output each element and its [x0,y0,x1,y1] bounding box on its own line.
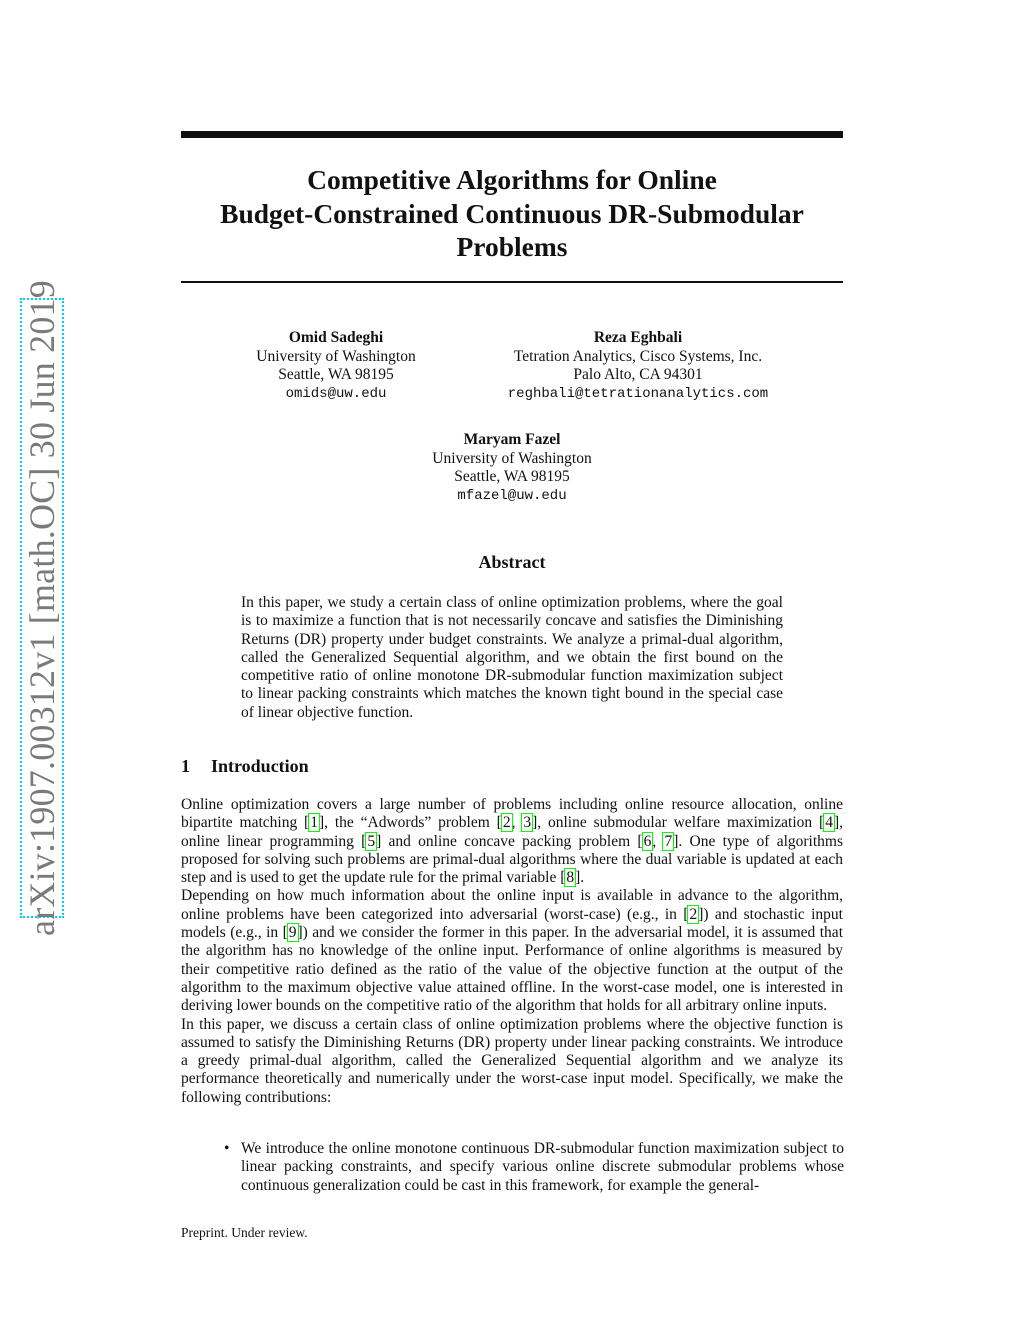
text-run: ], the “Adwords” problem [ [318,814,502,832]
title-rule-bottom [181,281,843,283]
citation-link[interactable]: 6 [643,832,652,850]
intro-paragraph-1 [181,796,843,887]
text-run: ]. [575,869,585,887]
introduction-body [181,796,843,1107]
text-run: , [511,814,523,832]
author-block-3 [412,431,612,505]
section-heading-introduction [181,756,309,777]
arxiv-identifier[interactable]: arXiv:1907.00312v1 [math.OC] 30 Jun 2019 [22,280,62,936]
author-email: reghbali@tetrationanalytics.com [507,385,769,402]
footer-note: Preprint. Under review. [181,1225,308,1240]
paper-title [181,163,843,264]
author-block-1 [236,329,436,403]
text-run: ], online submodular welfare maximization [ [532,814,825,832]
author-location: Seattle, WA 98195 [454,468,570,485]
text-run: ]) and stochastic input models (e.g., in [ [181,905,843,942]
bullet-icon: • [224,1140,230,1157]
bullet-text: We introduce the online monotone continuous DR-submodular function maximization subject to linear packing constraints, and specify various online discrete submodular problems whose continuous generalization could be cast in this framework, for example the general- [241,1140,844,1194]
text-run: ]. One type of algorithms proposed for solving such problems are primal-dual algorithms where the dual variable is updated at each step and is used to get the update rule for the primal variable [ [181,832,844,887]
section-number: 1 [181,756,190,776]
citation-link[interactable]: 2 [689,905,698,923]
section-title: Introduction [211,756,309,776]
text-run: ] and online concave packing problem [ [376,832,643,850]
abstract-heading: Abstract [478,552,546,572]
title-line-1: Competitive Algorithms for Online [307,164,717,195]
author-email: mfazel@uw.edu [457,487,567,504]
author-affiliation: Tetration Analytics, Cisco Systems, Inc. [513,347,763,365]
citation-link[interactable]: 2 [502,814,511,832]
text-run: , [652,832,664,850]
author-affiliation: University of Washington [256,347,416,365]
author-name: Reza Eghbali [593,329,683,346]
author-location: Seattle, WA 98195 [278,366,394,383]
author-name: Maryam Fazel [463,431,561,448]
author-affiliation: University of Washington [432,449,592,467]
intro-paragraph-3: In this paper, we discuss a certain class of online optimization problems where the objective function is assumed to satisfy the Diminishing Returns (DR) property under linear packing constraints. We introduce a greedy primal-dual algorithm, called the Generalized Sequential algorithm and we analyze its performance theoretically and numerically under the worst-case input model. Specifically, we make the following contributions: [181,1015,843,1106]
text-run: Depending on how much information about the online input is available in advance to the algorithm, online problems have been categorized into adversarial (worst-case) (e.g., in [ [181,887,843,923]
citation-link[interactable]: 1 [310,814,318,832]
author-location: Palo Alto, CA 94301 [573,366,703,383]
author-email: omids@uw.edu [285,385,387,402]
citation-link[interactable]: 8 [566,869,575,887]
title-rule-top [181,131,843,138]
abstract-text: In this paper, we study a certain class of online optimization problems, where the goal is to maximize a function that is not necessarily concave and satisfies the Diminishing Returns (DR) property under budget constraints. We analyze a primal-dual algorithm, called the Generalized Sequential algorithm, and we obtain the first bound on the competitive ratio of online monotone DR-submodular function maximization subject to linear packing constraints which matches the known tight bound in the special case of linear objective function. [241,594,783,721]
citation-link[interactable]: 5 [367,832,376,850]
title-line-2: Budget-Constrained Continuous DR-Submodular [220,197,804,229]
title-line-3: Problems [456,231,568,262]
intro-paragraph-2 [181,887,843,1015]
text-run: ], online linear programming [ [181,814,843,850]
citation-link[interactable]: 9 [288,924,297,942]
contribution-bullet-1 [224,1140,844,1195]
author-name: Omid Sadeghi [288,329,384,346]
citation-link[interactable]: 7 [664,832,673,850]
citation-link[interactable]: 4 [825,814,833,832]
author-block-2 [492,329,784,403]
text-run: Online optimization covers a large number of problems including online resource allocation, online bipartite matching [ [181,796,843,832]
citation-link[interactable]: 3 [523,814,532,832]
text-run: ]) and we consider the former in this paper. In the adversarial model, it is assumed that the algorithm has no knowledge of the online input. Performance of online algorithms is measured by their competitive ratio defined as the ratio of the value of the objective function at the output of the algorithm to the maximum objective value attained offline. In the worst-case model, one is interested in deriving lower bounds on the competitive ratio of the algorithm that holds for all arbitrary online inputs. [181,924,843,1015]
